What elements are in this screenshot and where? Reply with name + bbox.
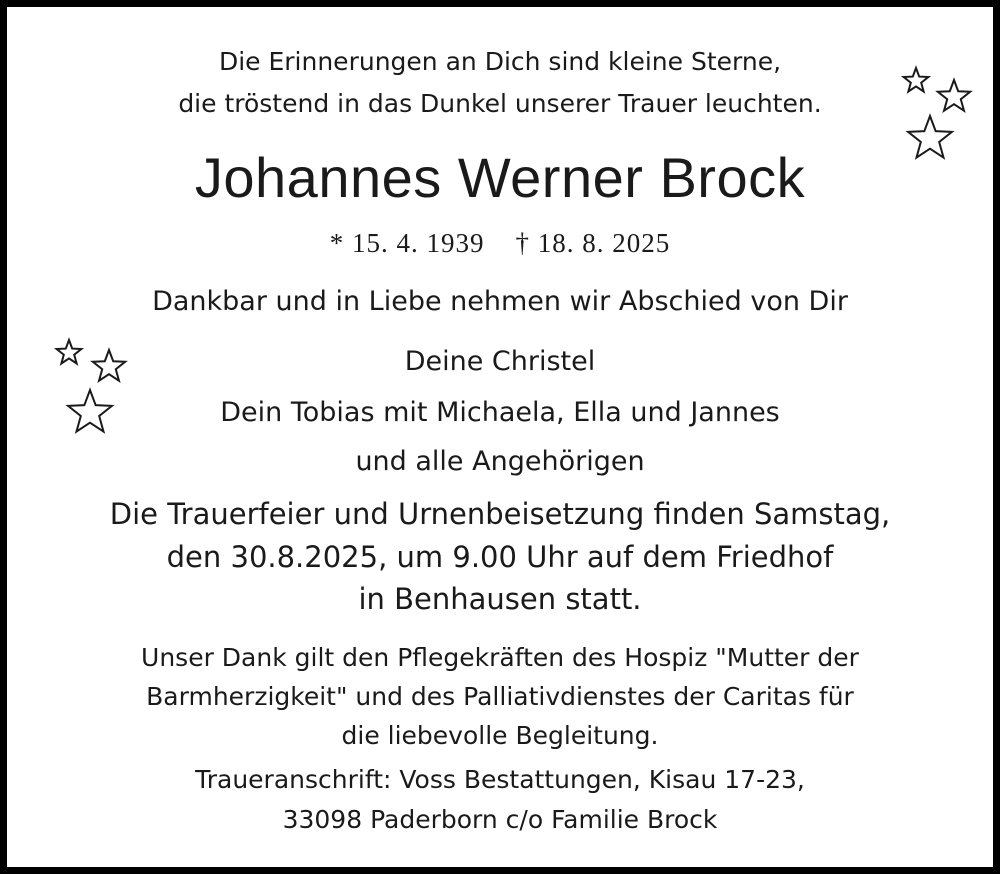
thanks-line-3: die liebevolle Begleitung. xyxy=(341,721,659,750)
address-line-1: Traueranschrift: Voss Bestattungen, Kisau 17-23, xyxy=(195,765,805,794)
star-cluster-left xyxy=(53,329,145,444)
star-outline-icon xyxy=(93,350,125,381)
address-line-2: 33098 Paderborn c/o Familie Brock xyxy=(282,805,718,834)
star-outline-icon xyxy=(904,68,929,92)
service-line-3: in Benhausen statt. xyxy=(358,582,642,616)
deceased-name: Johannes Werner Brock xyxy=(194,146,806,209)
service-line-2: den 30.8.2025, um 9.00 Uhr auf dem Friedhof xyxy=(166,540,834,574)
thanks-line-1: Unser Dank gilt den Pflegekräften des Hospiz "Mutter der xyxy=(141,643,859,672)
star-cluster-top-right xyxy=(891,59,983,169)
star-outline-icon xyxy=(57,340,82,364)
life-dates: * 15. 4. 1939 † 18. 8. 2025 xyxy=(329,228,671,258)
thanks-line-2: Barmherzigkeit" und des Palliativdienstes der Caritas für xyxy=(146,682,854,711)
quote-line-2: die tröstend in das Dunkel unserer Trauer leuchten. xyxy=(178,89,822,118)
farewell-text: Dankbar und in Liebe nehmen wir Abschied von Dir xyxy=(152,286,848,317)
star-outline-icon xyxy=(938,80,970,111)
family-line-2: Dein Tobias mit Michaela, Ella und Jannes xyxy=(220,397,780,428)
star-outline-icon xyxy=(908,116,952,158)
star-outline-icon xyxy=(68,390,112,432)
family-line-3: und alle Angehörigen xyxy=(355,446,645,477)
family-line-1: Deine Christel xyxy=(404,346,596,377)
service-line-1: Die Trauerfeier und Urnenbeisetzung finden Samstag, xyxy=(109,497,891,531)
quote-line-1: Die Erinnerungen an Dich sind kleine Sterne, xyxy=(218,47,782,76)
